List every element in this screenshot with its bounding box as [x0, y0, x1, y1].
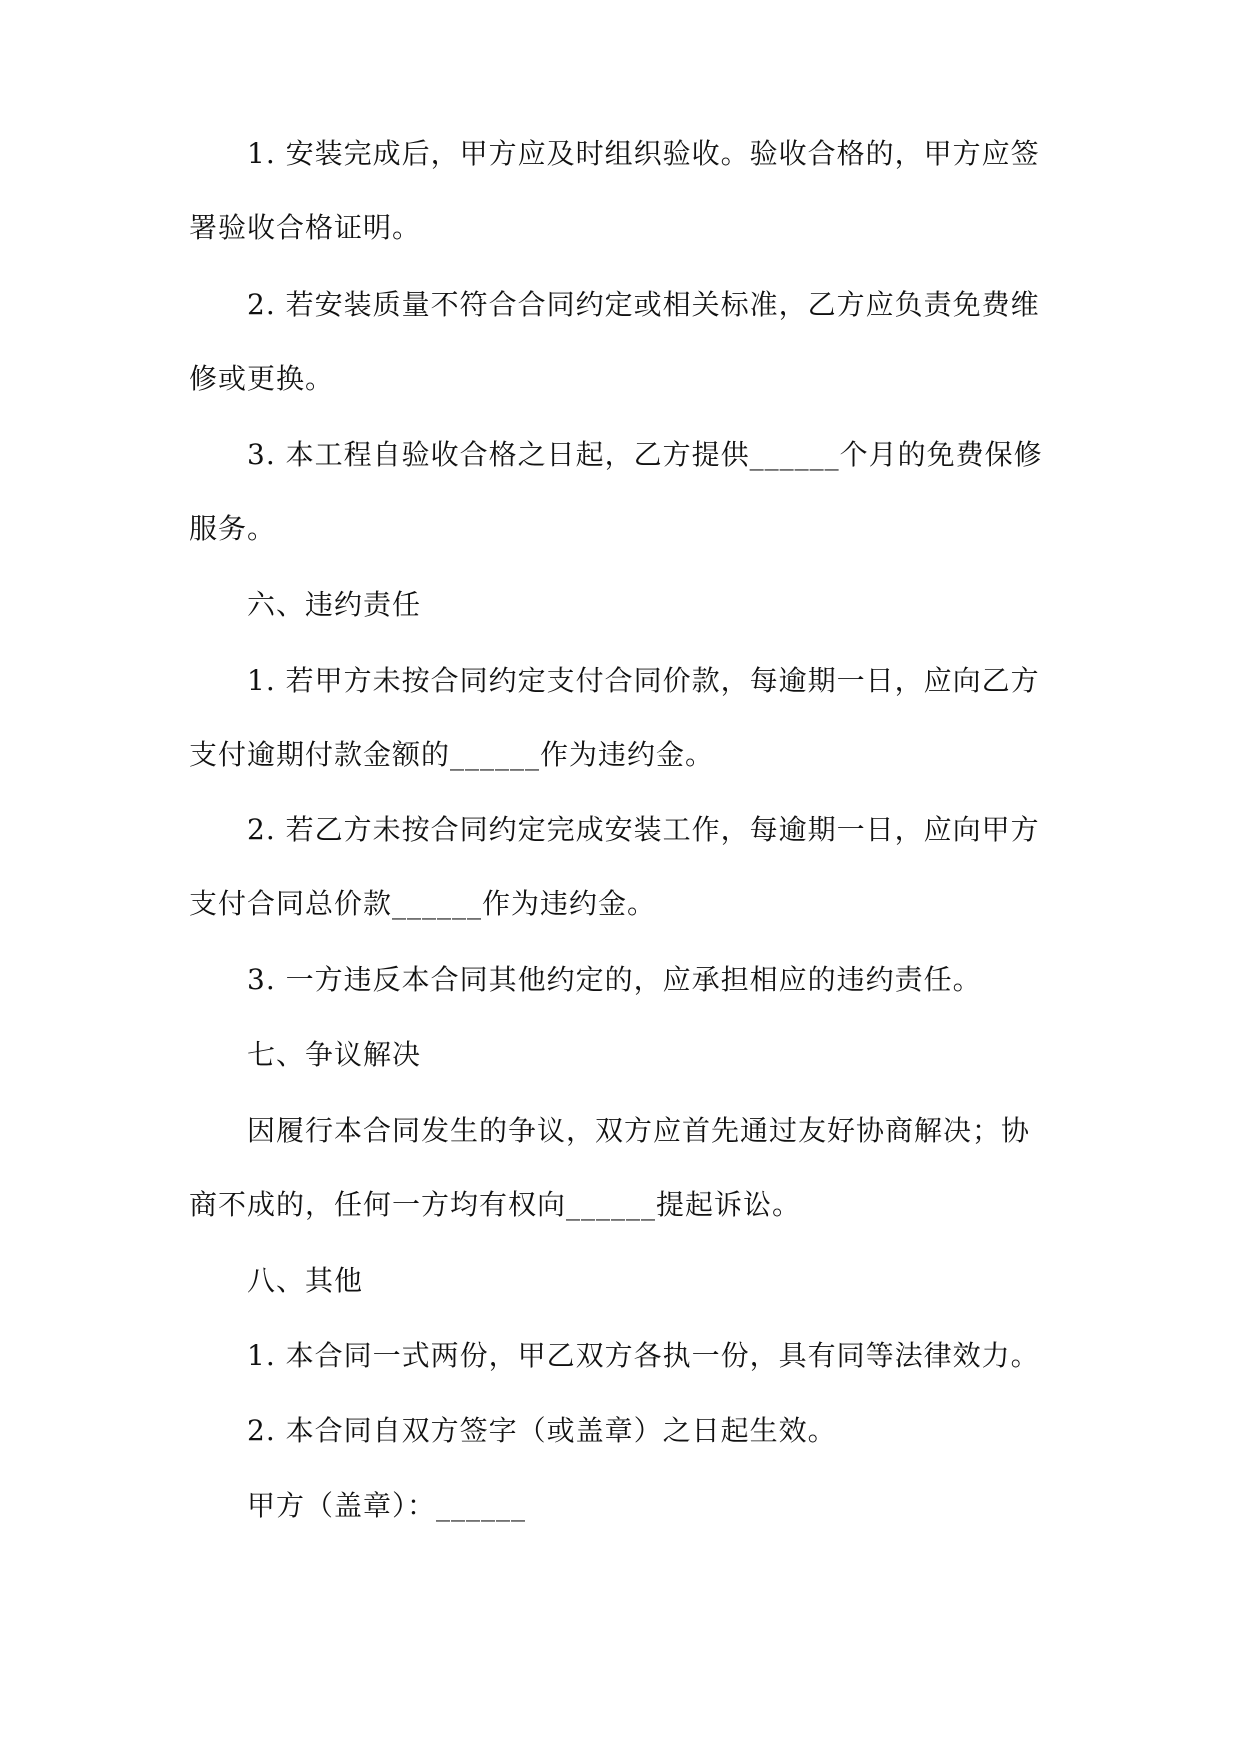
clause-5-3: 3. 本工程自验收合格之日起，乙方提供______个月的免费保修服务。 [189, 438, 1043, 545]
clause-8-1: 1. 本合同一式两份，甲乙双方各执一份，具有同等法律效力。 [247, 1339, 1040, 1372]
clause-6-2: 2. 若乙方未按合同约定完成安装工作，每逾期一日，应向甲方支付合同总价款______作为违约金。 [189, 813, 1040, 920]
clause-8-2: 2. 本合同自双方签字（或盖章）之日起生效。 [247, 1414, 837, 1447]
party-a-seal-line: 甲方（盖章）：______ [247, 1489, 527, 1522]
section-heading-other: 八、其他 [247, 1264, 364, 1297]
section-heading-dispute-resolution: 七、争议解决 [247, 1038, 422, 1071]
clause-6-1: 1. 若甲方未按合同约定支付合同价款，每逾期一日，应向乙方支付逾期付款金额的______作为违约金。 [189, 664, 1040, 771]
clause-6-3: 3. 一方违反本合同其他约定的，应承担相应的违约责任。 [247, 963, 982, 996]
dispute-resolution-text: 因履行本合同发生的争议，双方应首先通过友好协商解决；协商不成的，任何一方均有权向______提起诉讼。 [189, 1114, 1031, 1221]
clause-5-1: 1. 安装完成后，甲方应及时组织验收。验收合格的，甲方应签署验收合格证明。 [189, 137, 1040, 244]
clause-5-2: 2. 若安装质量不符合合同约定或相关标准，乙方应负责免费维修或更换。 [189, 288, 1040, 395]
section-heading-breach-liability: 六、违约责任 [247, 588, 422, 621]
